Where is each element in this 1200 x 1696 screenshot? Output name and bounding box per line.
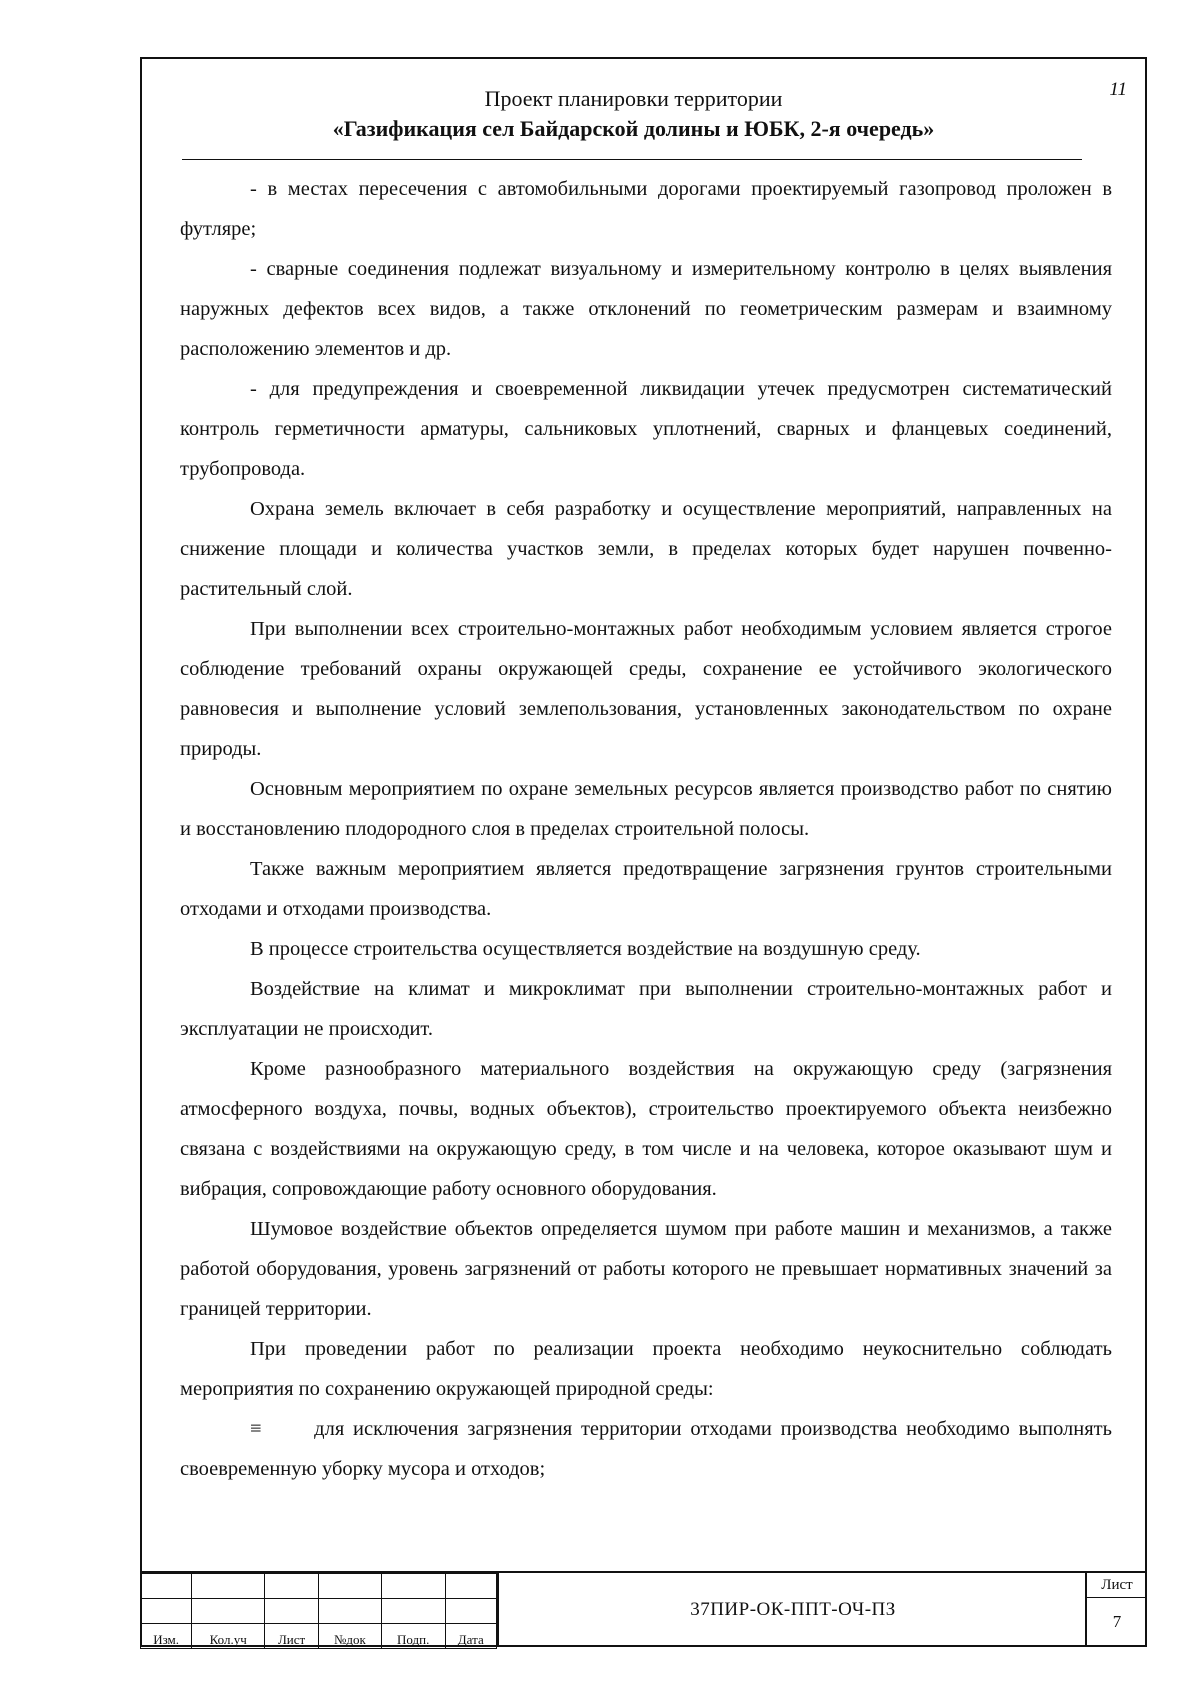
paragraph: Основным мероприятием по охране земельных ресурсов является производство работ по снятию и восстановлению плодородного слоя в пределах строительной полосы. <box>180 778 1112 840</box>
page-frame <box>140 57 1147 1647</box>
header-line-2: «Газификация сел Байдарской долины и ЮБК, 2-я очередь» <box>332 116 935 141</box>
document-header <box>182 84 1085 144</box>
col-podp: Подп. <box>381 1624 445 1649</box>
revision-grid <box>140 1573 497 1649</box>
bullet-paragraph <box>180 1409 1112 1489</box>
paragraph: - в местах пересечения с автомобильными дорогами проектируемый газопровод проложен в футляре; <box>180 178 1112 240</box>
bullet-text: для исключения загрязнения территории отходами производства необходимо выполнять своевременную уборку мусора и отходов; <box>180 1418 1112 1480</box>
paragraph: Охрана земель включает в себя разработку и осуществление мероприятий, направленных на снижение площади и количества участков земли, в пределах которых будет нарушен почвенно-растительный слой. <box>180 498 1112 600</box>
paragraph: Кроме разнообразного материального воздействия на окружающую среду (загрязнения атмосферного воздуха, почвы, водных объектов), строительство проектируемого объекта неизбежно связана с воздействиями на окружающую среду, в том числе и на человека, которое оказывают шум и вибрация, сопровождающие работу основного оборудования. <box>180 1058 1112 1200</box>
col-ndok: №док <box>319 1624 382 1649</box>
paragraph: В процессе строительства осуществляется воздействие на воздушную среду. <box>250 938 921 960</box>
title-block <box>140 1571 1147 1647</box>
paragraph: Также важным мероприятием является предотвращение загрязнения грунтов строительными отходами и отходами производства. <box>180 858 1112 920</box>
col-izm: Изм. <box>141 1624 192 1649</box>
paragraph: Воздействие на климат и микроклимат при выполнении строительно-монтажных работ и эксплуатации не происходит. <box>180 978 1112 1040</box>
page-corner-number: 11 <box>1109 79 1127 100</box>
header-line-1: Проект планировки территории <box>484 86 783 111</box>
bullet-marker: ≡ <box>250 1418 315 1440</box>
header-divider <box>182 159 1082 160</box>
paragraph: При проведении работ по реализации проекта необходимо неукоснительно соблюдать мероприятия по сохранению окружающей природной среды: <box>180 1338 1112 1400</box>
sheet-number: 7 <box>1112 1612 1122 1631</box>
paragraph: - сварные соединения подлежат визуальному и измерительному контролю в целях выявления наружных дефектов всех видов, а также отклонений по геометрическим размерам и взаимному расположению элементов и др. <box>180 258 1112 360</box>
document-body <box>180 169 1112 1489</box>
paragraph: При выполнении всех строительно-монтажных работ необходимым условием является строгое соблюдение требований охраны окружающей среды, сохранение ее устойчивого экологического равновесия и выполнение условий землепользования, установленных законодательством по охране природы. <box>180 618 1112 760</box>
paragraph: - для предупреждения и своевременной ликвидации утечек предусмотрен систематический контроль герметичности арматуры, сальниковых уплотнений, сварных и фланцевых соединений, трубопровода. <box>180 378 1112 480</box>
col-list: Лист <box>265 1624 319 1649</box>
paragraph: Шумовое воздействие объектов определяется шумом при работе машин и механизмов, а также работой оборудования, уровень загрязнений от работы которого не превышает нормативных значений за границей территории. <box>180 1218 1112 1320</box>
col-data: Дата <box>445 1624 496 1649</box>
sheet-label: Лист <box>1087 1573 1147 1598</box>
sheet-box <box>1085 1573 1147 1647</box>
col-kol-uch: Кол.уч <box>192 1624 265 1649</box>
document-code: 37ПИР-ОК-ППТ-ОЧ-ПЗ <box>497 1573 1087 1647</box>
